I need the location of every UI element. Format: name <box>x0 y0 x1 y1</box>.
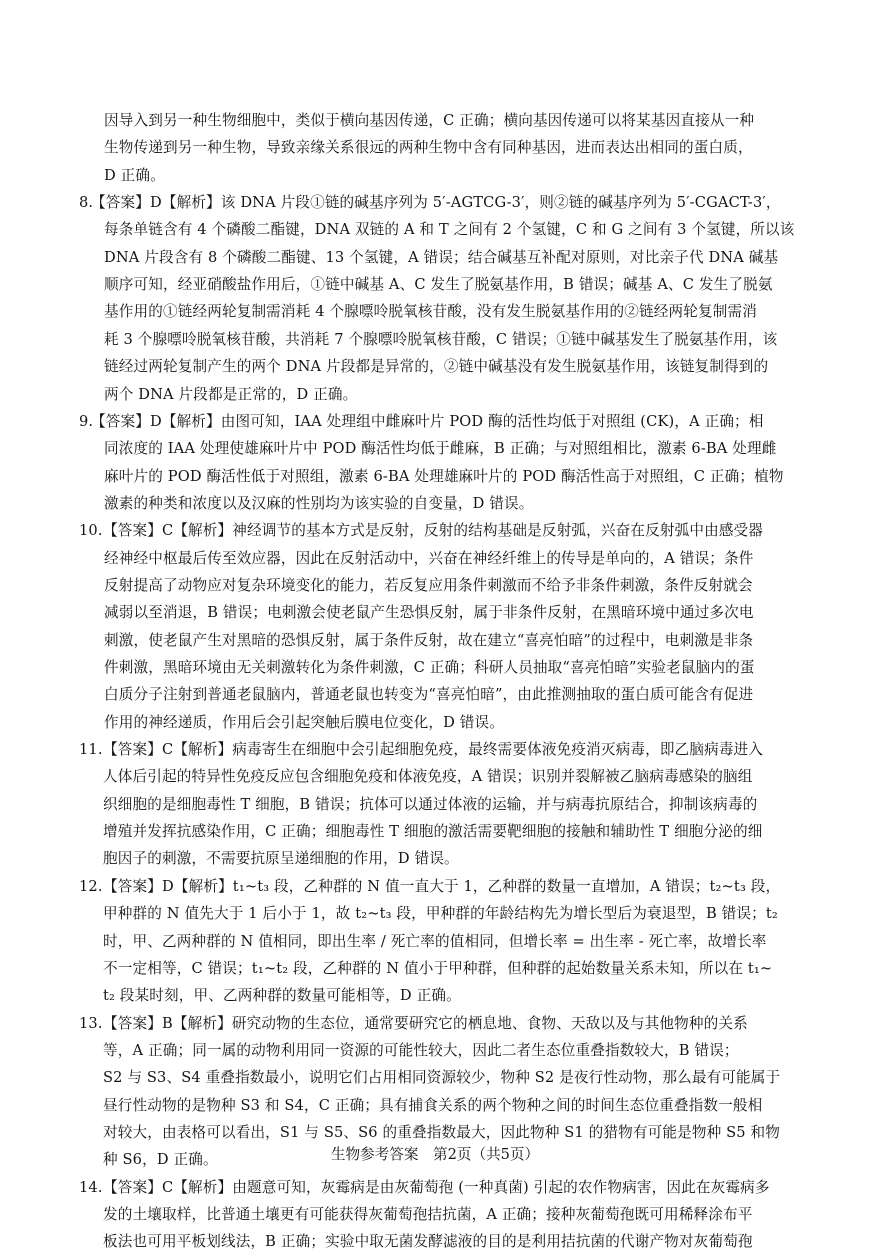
answer-text-line: 耗 3 个腺嘌呤脱氧核苷酸，共消耗 7 个腺嘌呤脱氧核苷酸，C 错误；①链中碱基发生了脱氨基作用，该 <box>104 330 778 348</box>
answer-text-line: 织细胞的是细胞毒性 T 细胞，B 错误；抗体可以通过体液的运输，并与病毒抗原结合，抑制该病毒的 <box>103 795 758 813</box>
answer-text-line: 【答案】C【解析】神经调节的基本方式是反射，反射的结构基础是反射弧，兴奋在反射弧中由感受器 <box>103 522 764 540</box>
answer-text-line: 白质分子注射到普通老鼠脑内，普通老鼠也转变为“喜亮怕暗”，由此推测抽取的蛋白质可能含有促进 <box>104 686 754 704</box>
answer-text-line: 对较大，由表格可以看出，S1 与 S5、S6 的重叠指数最大，因此物种 S1 的猎物有可能是物种 S5 和物 <box>103 1123 780 1141</box>
answer-text-line: 不一定相等，C 错误；t₁~t₂ 段，乙种群的 N 值小于甲种群，但种群的起始数量关系未知，所以在 t₁~ <box>103 959 773 977</box>
question-number: 9. <box>79 412 94 430</box>
answer-text-line: 件刺激，黑暗环境由无关刺激转化为条件刺激，C 正确；科研人员抽取“喜亮怕暗”实验老鼠脑内的蛋 <box>104 659 755 676</box>
answer-text-line: 麻叶片的 POD 酶活性低于对照组，激素 6-BA 处理雄麻叶片的 POD 酶活性高于对照组，C 正确；植物 <box>104 467 784 485</box>
answer-text-line: 【答案】C【解析】病毒寄生在细胞中会引起细胞免疫，最终需要体液免疫消灭病毒，即乙脑病毒进入 <box>103 741 764 759</box>
answer-text-line: 【答案】D【解析】该 DNA 片段①链的碱基序列为 5′-AGTCG-3′，则②链的碱基序列为 5′-CGACT-3′， <box>91 194 781 212</box>
answer-text-line: 顺序可知，经亚硝酸盐作用后，①链中碱基 A、C 发生了脱氨基作用，B 错误；碱基 A、C 发生了脱氨 <box>104 276 773 294</box>
question-number: 11. <box>79 741 103 759</box>
question-number: 13. <box>79 1014 103 1032</box>
answer-text-line: 两个 DNA 片段都是正常的，D 正确。 <box>104 385 358 403</box>
page-footer: 生物参考答案 第2页（共5页） <box>330 1146 540 1163</box>
answer-text-line: 同浓度的 IAA 处理使雄麻叶片中 POD 酶活性均低于雌麻，B 正确；与对照组相比，激素 6-BA 处理雌 <box>104 440 777 458</box>
answer-text-line: 【答案】D【解析】由图可知，IAA 处理组中雌麻叶片 POD 酶的活性均低于对照组 (CK)，A 正确；相 <box>91 412 764 430</box>
answer-text-line: 时，甲、乙两种群的 N 值相同，即出生率 / 死亡率的值相同，但增长率 = 出生率 - 死亡率，故增长率 <box>103 932 767 950</box>
answer-text-line: 激素的种类和浓度以及汉麻的性别均为该实验的自变量，D 错误。 <box>104 494 534 512</box>
answer-text-line: 【答案】C【解析】由题意可知，灰霉病是由灰葡萄孢 (一种真菌) 引起的农作物病害，因此在灰霉病多 <box>103 1178 770 1196</box>
answer-text-line: 等，A 正确；同一属的动物利用同一资源的可能性较大，因此二者生态位重叠指数较大，B 错误； <box>103 1041 739 1059</box>
answer-text-line: 链经过两轮复制产生的两个 DNA 片段都是异常的，②链中碱基没有发生脱氨基作用，该链复制得到的 <box>104 358 769 376</box>
answer-text-line: 基作用的①链经两轮复制需消耗 4 个腺嘌呤脱氧核苷酸，没有发生脱氨基作用的②链经两轮复制需消 <box>104 303 757 321</box>
question-number: 14. <box>79 1178 103 1196</box>
question-number: 12. <box>79 877 103 895</box>
question-number: 8. <box>79 194 94 212</box>
answer-text-line: 人体后引起的特异性免疫反应包含细胞免疫和体液免疫，A 错误；识别并裂解被乙脑病毒感染的脑组 <box>103 768 753 786</box>
question-number: 10. <box>79 522 103 540</box>
answer-text-line: DNA 片段含有 8 个磷酸二酯键、13 个氢键，A 错误；结合碱基互补配对原则，对比亲子代 DNA 碱基 <box>104 248 779 266</box>
answer-text-line: 经神经中枢最后传至效应器，因此在反射活动中，兴奋在神经纤维上的传导是单向的，A 错误；条件 <box>104 549 754 567</box>
answer-text-line: 种 S6，D 正确。 <box>103 1151 218 1169</box>
answer-text-line: 反射提高了动物应对复杂环境变化的能力，若反复应用条件刺激而不给予非条件刺激，条件反射就会 <box>104 576 753 594</box>
answer-text-line: 【答案】D【解析】t₁~t₃ 段，乙种群的 N 值一直大于 1，乙种群的数量一直增加，A 错误；t₂~t₃ 段， <box>103 877 781 895</box>
answer-text-line: 每条单链含有 4 个磷酸二酯键，DNA 双链的 A 和 T 之间有 2 个氢键，C 和 G 之间有 3 个氢键，所以该 <box>104 221 795 239</box>
answer-text-line: 生物传递到另一种生物，导致亲缘关系很远的两种生物中含有同种基因，进而表达出相同的蛋白质， <box>104 139 753 157</box>
answer-text-line: 发的土壤取样，比普通土壤更有可能获得灰葡萄孢拮抗菌，A 正确；接种灰葡萄孢既可用稀释涂布平 <box>103 1206 753 1223</box>
answer-text-line: 板法也可用平板划线法，B 正确；实验中取无菌发酵滤液的目的是利用拮抗菌的代谢产物对灰葡萄孢 <box>103 1233 753 1251</box>
answer-text-line: t₂ 段某时刻，甲、乙两种群的数量可能相等，D 正确。 <box>103 987 461 1005</box>
answer-text-line: 减弱以至消退，B 错误；电刺激会使老鼠产生恐惧反射，属于非条件反射，在黑暗环境中通过多次电 <box>104 604 754 622</box>
answer-text-line: 因导入到另一种生物细胞中，类似于横向基因传递，C 正确；横向基因传递可以将某基因直接从一种 <box>104 112 755 129</box>
answer-text-line: 作用的神经递质，作用后会引起突触后膜电位变化，D 错误。 <box>104 713 504 731</box>
answer-text-line: 刺激，使老鼠产生对黑暗的恐惧反射，属于条件反射，故在建立“喜亮怕暗”的过程中，电刺激是非条 <box>104 631 754 649</box>
answer-text-line: D 正确。 <box>104 166 165 184</box>
answer-text-line: 昼行性动物的是物种 S3 和 S4，C 正确；具有捕食关系的两个物种之间的时间生态位重叠指数一般相 <box>103 1096 763 1114</box>
answer-text-line: 胞因子的刺激，不需要抗原呈递细胞的作用，D 错误。 <box>103 850 459 868</box>
answer-text-line: 甲种群的 N 值先大于 1 后小于 1，故 t₂~t₃ 段，甲种群的年龄结构先为增长型后为衰退型，B 错误；t₂ <box>103 905 778 923</box>
answer-text-line: 【答案】B【解析】研究动物的生态位，通常要研究它的栖息地、食物、天敌以及与其他物种的关系 <box>103 1014 748 1032</box>
answer-text-line: S2 与 S3、S4 重叠指数最小，说明它们占用相同资源较少，物种 S2 是夜行性动物，那么最有可能属于 <box>103 1069 781 1087</box>
answer-text-line: 增殖并发挥抗感染作用，C 正确；细胞毒性 T 细胞的激活需要靶细胞的接触和辅助性 T 细胞分泌的细 <box>103 823 763 841</box>
